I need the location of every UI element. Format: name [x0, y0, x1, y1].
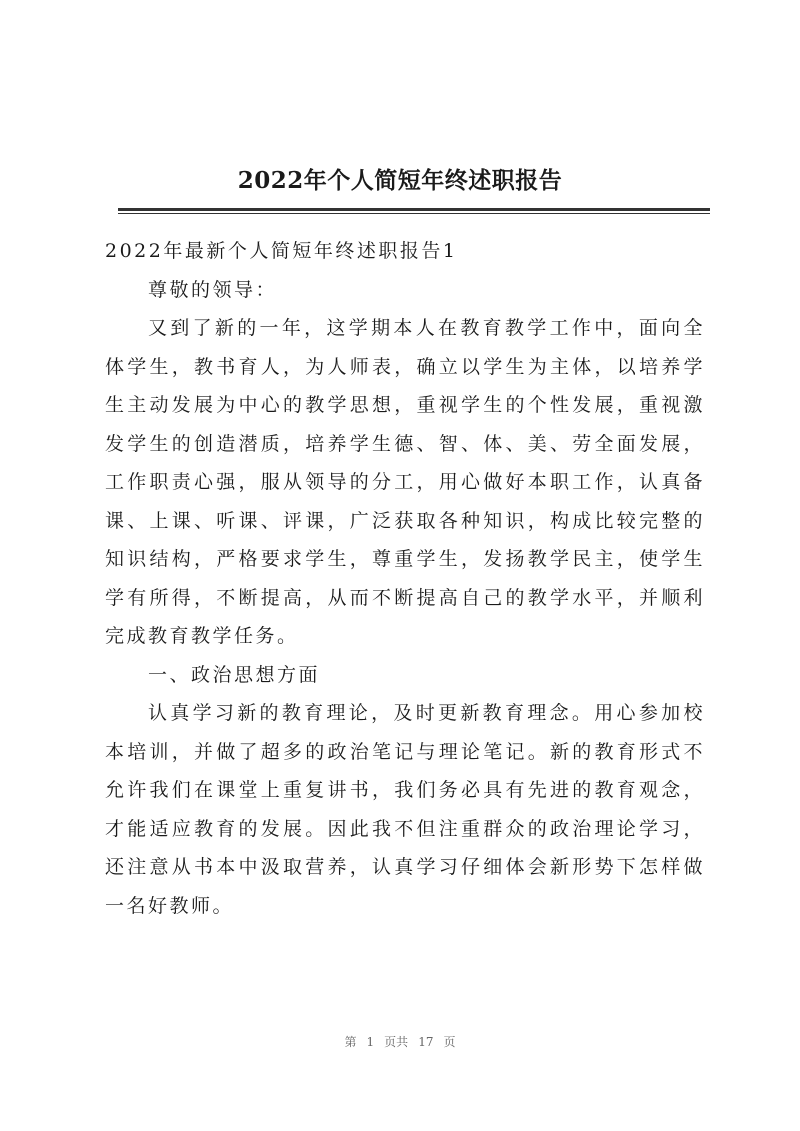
document-subtitle: 2022年最新个人简短年终述职报告1	[105, 240, 458, 262]
section-heading: 一、政治思想方面	[148, 663, 321, 686]
current-page-number: 1	[366, 1035, 375, 1049]
page-label-suffix: 页	[443, 1035, 456, 1049]
body-paragraph: 认真学习新的教育理论，及时更新教育理念。用心参加校本培训，并做了超多的政治笔记与理论笔记。新的教育形式不允许我们在课堂上重复讲书，我们务必具有先进的教育观念，才能适应教育的发展。因此我不但注重群众的政治理论学习，还注意从书本中汲取营养，认真学习仔细体会新形势下怎样做一名好教师。	[105, 702, 705, 917]
total-pages-number: 17	[418, 1035, 434, 1049]
page-label-prefix: 第	[344, 1035, 357, 1049]
salutation: 尊敬的领导：	[148, 278, 278, 301]
title-divider	[118, 208, 710, 211]
page-footer	[0, 1033, 800, 1050]
document-title: 2022年个人简短年终述职报告	[237, 167, 563, 194]
document-body	[105, 232, 705, 925]
page-label-middle: 页共	[384, 1035, 409, 1049]
body-paragraph: 又到了新的一年，这学期本人在教育教学工作中，面向全体学生，教书育人，为人师表，确立以学生为主体，以培养学生主动发展为中心的教学思想，重视学生的个性发展，重视激发学生的创造潜质，培养学生德、智、体、美、劳全面发展，工作职责心强，服从领导的分工，用心做好本职工作，认真备课、上课、听课、评课，广泛获取各种知识，构成比较完整的知识结构，严格要求学生，尊重学生，发扬教学民主，使学生学有所得，不断提高，从而不断提高自己的教学水平，并顺利完成教育教学任务。	[105, 317, 705, 647]
title-divider-thin	[118, 213, 710, 214]
